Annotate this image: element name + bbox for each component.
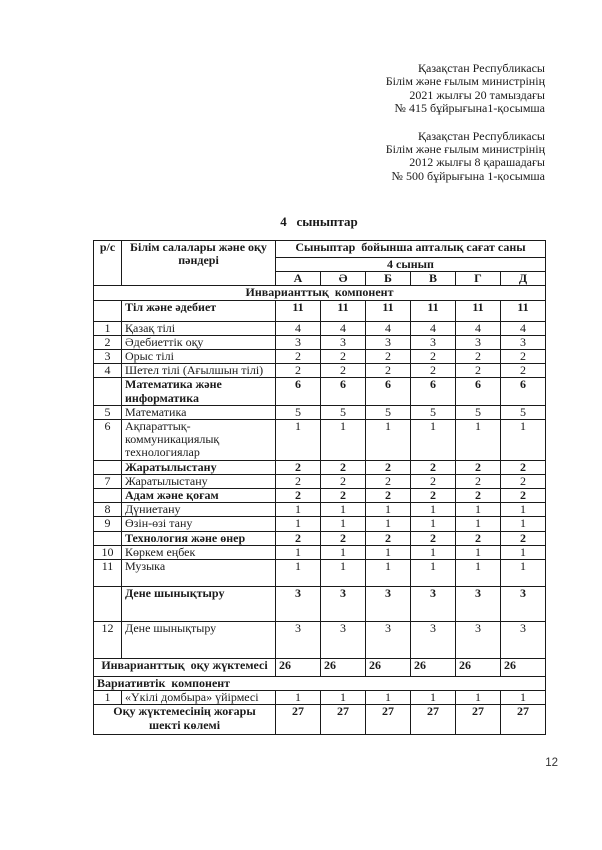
subject-cell: Математика және информатика: [122, 378, 276, 405]
order-line: Білім және ғылым министрінің: [385, 74, 545, 89]
row-num-cell: [94, 378, 122, 405]
hour-cell: 4: [456, 321, 501, 335]
hour-cell: 1: [366, 545, 411, 559]
subject-row: [94, 321, 546, 335]
hour-cell: 11: [501, 300, 546, 321]
hour-cell: 2: [501, 460, 546, 474]
order-line: 2012 жылғы 8 қарашадағы: [409, 155, 545, 170]
subject-row: [94, 560, 546, 587]
hour-cell: 2: [366, 489, 411, 503]
subject-cell: Шетел тілі (Ағылшын тілі): [122, 364, 276, 378]
row-num-cell: 12: [94, 622, 122, 659]
hour-cell: 1: [321, 691, 366, 705]
col-header-letter: Г: [456, 272, 501, 286]
hour-cell: 2: [366, 474, 411, 488]
hour-cell: 5: [366, 405, 411, 419]
hour-cell: 26: [411, 659, 456, 677]
hour-cell: 2: [456, 474, 501, 488]
col-header-letter: Б: [366, 272, 411, 286]
hour-cell: 26: [501, 659, 546, 677]
hour-cell: 3: [321, 587, 366, 622]
hour-cell: 1: [456, 545, 501, 559]
hour-cell: 1: [411, 560, 456, 587]
hour-cell: 27: [321, 705, 366, 735]
hour-cell: 3: [411, 335, 456, 349]
section-row: [94, 286, 546, 300]
hour-cell: 2: [456, 460, 501, 474]
hour-cell: 27: [456, 705, 501, 735]
row-num-cell: 4: [94, 364, 122, 378]
hour-cell: 2: [321, 531, 366, 545]
hour-cell: 2: [501, 350, 546, 364]
total-row: [94, 659, 546, 677]
hour-cell: 2: [366, 531, 411, 545]
row-num-cell: [94, 460, 122, 474]
hour-cell: 5: [501, 405, 546, 419]
hour-cell: 1: [276, 420, 321, 461]
row-num-cell: 2: [94, 335, 122, 349]
subject-cell: Қазақ тілі: [122, 321, 276, 335]
hour-cell: 6: [456, 378, 501, 405]
subject-cell: Әдебиеттік оқу: [122, 335, 276, 349]
group-row: [94, 587, 546, 622]
hour-cell: 2: [276, 460, 321, 474]
hour-cell: 1: [366, 560, 411, 587]
hour-cell: 27: [501, 705, 546, 735]
hour-cell: 3: [456, 335, 501, 349]
hour-cell: 27: [276, 705, 321, 735]
hour-cell: 3: [411, 587, 456, 622]
hour-cell: 3: [321, 622, 366, 659]
row-num-cell: 7: [94, 474, 122, 488]
hour-cell: 26: [321, 659, 366, 677]
row-num-cell: 1: [94, 321, 122, 335]
section-label: Вариативтік компонент: [94, 677, 546, 691]
subject-cell: Жаратылыстану: [122, 474, 276, 488]
subject-cell: Технология және өнер: [122, 531, 276, 545]
hour-cell: 27: [411, 705, 456, 735]
hour-cell: 1: [501, 517, 546, 531]
subject-cell: Жаратылыстану: [122, 460, 276, 474]
hour-cell: 3: [456, 587, 501, 622]
subject-cell: Орыс тілі: [122, 350, 276, 364]
row-num-cell: 10: [94, 545, 122, 559]
hour-cell: 1: [411, 691, 456, 705]
hour-cell: 2: [276, 350, 321, 364]
hour-cell: 2: [276, 531, 321, 545]
header-row-1: [94, 241, 546, 258]
subject-cell: Адам және қоғам: [122, 489, 276, 503]
hour-cell: 1: [321, 503, 366, 517]
order-line: № 500 бұйрығына 1-қосымша: [391, 168, 545, 183]
hour-cell: 1: [411, 517, 456, 531]
hour-cell: 5: [276, 405, 321, 419]
subject-cell: Өзін-өзі тану: [122, 517, 276, 531]
subject-cell: Математика: [122, 405, 276, 419]
col-header-letter: А: [276, 272, 321, 286]
subject-row: [94, 474, 546, 488]
hour-cell: 1: [456, 691, 501, 705]
subject-row: [94, 405, 546, 419]
hour-cell: 3: [501, 335, 546, 349]
hour-cell: 1: [276, 691, 321, 705]
hour-cell: 2: [366, 460, 411, 474]
hour-cell: 2: [276, 474, 321, 488]
hour-cell: 3: [456, 622, 501, 659]
row-num-cell: [94, 489, 122, 503]
order-line: Қазақстан Республикасы: [417, 128, 545, 143]
row-num-cell: [94, 531, 122, 545]
hour-cell: 3: [321, 335, 366, 349]
order-line: Білім және ғылым министрінің: [385, 142, 545, 157]
hour-cell: 2: [456, 350, 501, 364]
hour-cell: 2: [501, 531, 546, 545]
hour-cell: 1: [366, 517, 411, 531]
hour-cell: 11: [321, 300, 366, 321]
row-num-cell: [94, 587, 122, 622]
hour-cell: 1: [411, 503, 456, 517]
hour-cell: 2: [321, 350, 366, 364]
hour-cell: 6: [276, 378, 321, 405]
hour-cell: 2: [456, 364, 501, 378]
hour-cell: 2: [321, 364, 366, 378]
hour-cell: 2: [411, 489, 456, 503]
row-num-cell: 9: [94, 517, 122, 531]
col-header-hours-group: Сыныптар бойынша апталық сағат саны: [276, 241, 546, 258]
hour-cell: 1: [456, 503, 501, 517]
hour-cell: 2: [366, 364, 411, 378]
hour-cell: 26: [456, 659, 501, 677]
hour-cell: 4: [276, 321, 321, 335]
subject-cell: Ақпараттық-коммуникациялық технологиялар: [122, 420, 276, 461]
hour-cell: 2: [411, 364, 456, 378]
row-num-cell: [94, 300, 122, 321]
hour-cell: 2: [456, 489, 501, 503]
hour-cell: 11: [411, 300, 456, 321]
order-references: [386, 62, 545, 197]
order-line: Қазақстан Республикасы: [417, 61, 545, 75]
subject-cell: Музыка: [122, 560, 276, 587]
hour-cell: 1: [501, 545, 546, 559]
hour-cell: 3: [276, 587, 321, 622]
hour-cell: 5: [321, 405, 366, 419]
hour-cell: 3: [276, 335, 321, 349]
total-row: [94, 705, 546, 735]
col-header-letter: В: [411, 272, 456, 286]
order-line: 2021 жылғы 20 тамыздағы: [409, 87, 545, 102]
hour-cell: 26: [276, 659, 321, 677]
hour-cell: 2: [321, 489, 366, 503]
hour-cell: 1: [501, 420, 546, 461]
hour-cell: 26: [366, 659, 411, 677]
order-reference-2: [386, 130, 545, 184]
hour-cell: 4: [366, 321, 411, 335]
hour-cell: 2: [366, 350, 411, 364]
col-header-subjects: Білім салалары және оқу пәндері: [122, 241, 276, 286]
hour-cell: 1: [276, 560, 321, 587]
subject-row: [94, 420, 546, 461]
section-row: [94, 677, 546, 691]
order-line: № 415 бұйрығына1-қосымша: [394, 101, 545, 116]
hour-cell: 1: [366, 503, 411, 517]
col-header-class-group: 4 сынып: [276, 258, 546, 272]
hour-cell: 1: [276, 517, 321, 531]
hour-cell: 2: [276, 364, 321, 378]
hour-cell: 1: [366, 691, 411, 705]
group-row: [94, 531, 546, 545]
group-row: [94, 300, 546, 321]
hour-cell: 1: [456, 517, 501, 531]
subject-cell: Дүниетану: [122, 503, 276, 517]
hour-cell: 1: [321, 560, 366, 587]
col-header-row-num: р/с: [94, 241, 122, 286]
hour-cell: 5: [456, 405, 501, 419]
hour-cell: 1: [456, 560, 501, 587]
group-row: [94, 378, 546, 405]
hour-cell: 1: [276, 545, 321, 559]
group-row: [94, 489, 546, 503]
hour-cell: 3: [366, 587, 411, 622]
hour-cell: 1: [456, 420, 501, 461]
subject-row: [94, 364, 546, 378]
table-body: [94, 286, 546, 735]
hour-cell: 6: [501, 378, 546, 405]
row-num-cell: 1: [94, 691, 122, 705]
hour-cell: 2: [456, 531, 501, 545]
hour-cell: 3: [501, 587, 546, 622]
hour-cell: 2: [276, 489, 321, 503]
hour-cell: 3: [366, 335, 411, 349]
hour-cell: 2: [411, 460, 456, 474]
hour-cell: 4: [411, 321, 456, 335]
subject-cell: Дене шынықтыру: [122, 587, 276, 622]
table-header: [94, 241, 546, 286]
section-label: Инварианттық компонент: [94, 286, 546, 300]
hour-cell: 4: [321, 321, 366, 335]
col-header-letter: Д: [501, 272, 546, 286]
row-num-cell: 8: [94, 503, 122, 517]
row-num-cell: 6: [94, 420, 122, 461]
subject-row: [94, 622, 546, 659]
hour-cell: 2: [501, 474, 546, 488]
hour-cell: 1: [411, 545, 456, 559]
total-label: Оқу жүктемесінің жоғары шекті көлемі: [94, 705, 276, 735]
subject-row: [94, 545, 546, 559]
page-title: 4 сыныптар: [280, 214, 358, 229]
hour-cell: 1: [321, 420, 366, 461]
group-row: [94, 460, 546, 474]
hour-cell: 6: [366, 378, 411, 405]
hour-cell: 1: [366, 420, 411, 461]
subject-row: [94, 350, 546, 364]
hour-cell: 2: [501, 364, 546, 378]
subject-row: [94, 691, 546, 705]
hour-cell: 2: [411, 474, 456, 488]
hour-cell: 11: [366, 300, 411, 321]
hour-cell: 1: [321, 517, 366, 531]
curriculum-table: [93, 240, 546, 735]
subject-row: [94, 503, 546, 517]
hour-cell: 2: [321, 460, 366, 474]
hour-cell: 2: [411, 531, 456, 545]
subject-cell: Тіл және әдебиет: [122, 300, 276, 321]
hour-cell: 6: [411, 378, 456, 405]
hour-cell: 1: [501, 691, 546, 705]
subject-row: [94, 517, 546, 531]
hour-cell: 2: [411, 350, 456, 364]
hour-cell: 3: [276, 622, 321, 659]
hour-cell: 1: [321, 545, 366, 559]
subject-row: [94, 335, 546, 349]
row-num-cell: 5: [94, 405, 122, 419]
hour-cell: 5: [411, 405, 456, 419]
total-label: Инварианттық оқу жүктемесі: [94, 659, 276, 677]
hour-cell: 27: [366, 705, 411, 735]
col-header-letter: Ә: [321, 272, 366, 286]
hour-cell: 1: [501, 503, 546, 517]
hour-cell: 1: [276, 503, 321, 517]
hour-cell: 2: [321, 474, 366, 488]
row-num-cell: 11: [94, 560, 122, 587]
subject-cell: Көркем еңбек: [122, 545, 276, 559]
hour-cell: 6: [321, 378, 366, 405]
hour-cell: 4: [501, 321, 546, 335]
subject-cell: Дене шынықтыру: [122, 622, 276, 659]
hour-cell: 1: [411, 420, 456, 461]
page-number: 12: [545, 757, 558, 769]
hour-cell: 3: [501, 622, 546, 659]
subject-cell: «Үкілі домбыра» үйірмесі: [122, 691, 276, 705]
hour-cell: 3: [366, 622, 411, 659]
hour-cell: 3: [411, 622, 456, 659]
row-num-cell: 3: [94, 350, 122, 364]
hour-cell: 1: [501, 560, 546, 587]
order-reference-1: [386, 62, 545, 116]
hour-cell: 11: [456, 300, 501, 321]
hour-cell: 2: [501, 489, 546, 503]
hour-cell: 11: [276, 300, 321, 321]
